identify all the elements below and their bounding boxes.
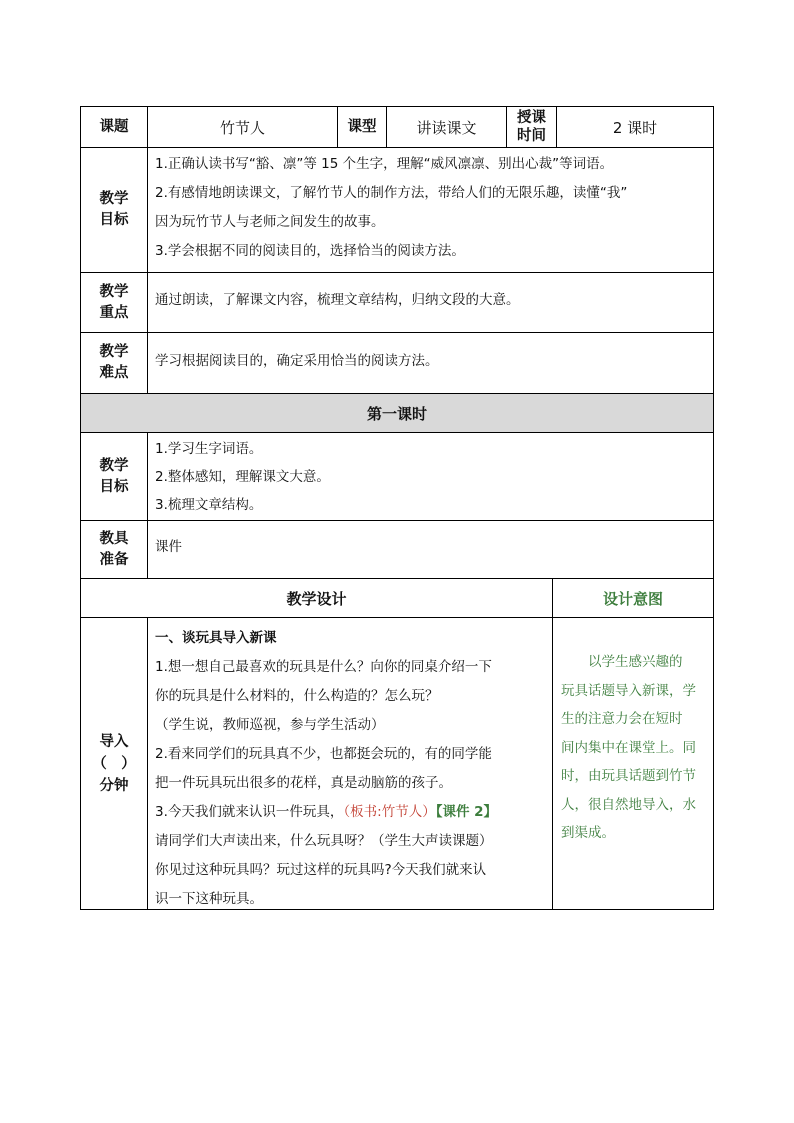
topic-value: 竹节人 <box>147 106 338 148</box>
intro-content: 一、谈玩具导入新课 1.想一想自己最喜欢的玩具是什么？向你的同桌介绍一下 你的玩具是什么材料的，什么构造的？怎么玩？ （学生说，教师巡视，参与学生活动） 2.看来同学们的玩具真不少，也都挺会玩的，有的同学能 把一件玩具玩出很多的花样，真是动脑筋的孩子。 3.今天我们就来认识一件玩具，（板书:竹节人）【课件 2】 请同学们大声读出来，什么玩具呀？（学生大声读课题） 你见过这种玩具吗？玩过这样的玩具吗?今天我们就来认 识一下这种玩具。 <box>147 617 553 910</box>
intent-line: 玩具话题导入新课，学 <box>561 682 696 699</box>
intent-line: 人，很自然地导入，水 <box>561 796 696 813</box>
objectives-label: 教学 目标 <box>80 147 148 273</box>
board-note: （板书:竹节人） <box>343 804 436 820</box>
intent-content <box>552 617 714 910</box>
lesson-plan-table <box>80 106 714 910</box>
section-title: 一、谈玩具导入新课 <box>155 630 277 646</box>
topic-label: 课题 <box>80 106 148 148</box>
design-header: 教学设计 <box>80 578 553 618</box>
objective-line: 因为玩竹节人与老师之间发生的故事。 <box>155 214 385 230</box>
courseware-tag: 【课件 2】 <box>435 804 498 820</box>
lesson-objective-line: 3.梳理文章结构。 <box>155 497 263 513</box>
objective-line: 2.有感情地朗读课文，了解竹节人的制作方法，带给人们的无限乐趣，读懂“我” <box>155 185 628 201</box>
prep-content: 课件 <box>147 520 714 579</box>
objectives-content <box>147 147 714 273</box>
time-value: 2 课时 <box>556 106 714 148</box>
type-label: 课型 <box>337 106 387 148</box>
intent-line: 以学生感兴趣的 <box>561 654 683 670</box>
intent-line: 间内集中在课堂上。同 <box>561 739 696 756</box>
objective-line: 1.正确认读书写“豁、凛”等 15 个生字，理解“威风凛凛、别出心裁”等词语。 <box>155 156 614 172</box>
lesson-objectives-label: 教学 目标 <box>80 432 148 521</box>
intent-line: 时，由玩具话题到竹节 <box>561 768 696 784</box>
intent-line: 生的注意力会在短时 <box>561 711 683 727</box>
intent-line: 到渠成。 <box>561 825 615 841</box>
time-label: 授课 时间 <box>506 106 557 148</box>
focus-content: 通过朗读，了解课文内容，梳理文章结构，归纳文段的大意。 <box>147 272 714 333</box>
focus-label: 教学 重点 <box>80 272 148 333</box>
objective-line: 3.学会根据不同的阅读目的，选择恰当的阅读方法。 <box>155 243 465 259</box>
prep-label: 教具 准备 <box>80 520 148 579</box>
difficulty-content: 学习根据阅读目的，确定采用恰当的阅读方法。 <box>147 332 714 394</box>
lesson-one-title: 第一课时 <box>80 393 714 433</box>
intent-header: 设计意图 <box>552 578 714 618</box>
lesson-objective-line: 2.整体感知，理解课文大意。 <box>155 469 330 485</box>
intro-label: 导入 （ ） 分钟 <box>80 617 148 910</box>
lesson-objective-line: 1.学习生字词语。 <box>155 441 263 457</box>
type-value: 讲读课文 <box>386 106 507 148</box>
difficulty-label: 教学 难点 <box>80 332 148 394</box>
lesson-objectives-content <box>147 432 714 521</box>
